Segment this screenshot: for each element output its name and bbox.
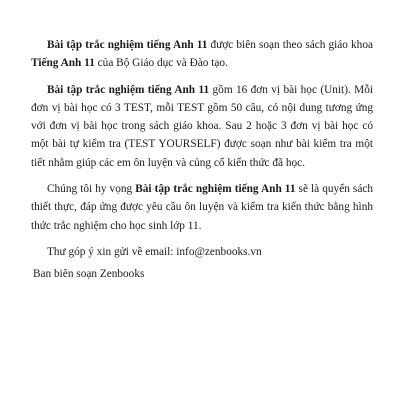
paragraph-structure [31, 81, 373, 172]
book-title: Bài tập trắc nghiệm tiếng Anh 11 [47, 39, 208, 51]
book-title: Bài tập trắc nghiệm tiếng Anh 11 [135, 183, 296, 196]
signature: Ban biên soạn Zenbooks [33, 268, 145, 280]
text-run: Chúng tôi hy vọng [47, 183, 136, 196]
text-run: của Bộ Giáo dục và Đào tạo. [94, 57, 228, 70]
text-run: gồm 16 đơn vị bài học (Unit). Mỗi đơn vị bài học có 3 TEST, mỗi TEST gồm 50 câu, có nội dung tương ứng với đơn vị bài học trong sách giáo khoa. Sau 2 hoặc 3 đơn vị bài học có một bài tự kiểm tra (TEST YOURSELF) được soạn như bài kiểm tra một tiết nhằm giúp các em ôn luyện và củng cố kiến thức đã học. [31, 83, 373, 169]
preface-body [31, 36, 373, 269]
paragraph-hope [31, 180, 373, 235]
book-title: Bài tập trắc nghiệm tiếng Anh 11 [47, 83, 210, 96]
contact-email-text: Thư góp ý xin gửi về email: info@zenbooks.vn [47, 245, 262, 258]
paragraph-contact [31, 243, 373, 261]
text-run: sẽ là quyển sách thiết thực, đáp ứng được yêu cầu ôn luyện và kiểm tra kiến thức bằng hình thức trắc nghiệm cho học sinh lớp 11. [31, 183, 373, 232]
text-run: được biên soạn theo sách giáo khoa [207, 39, 373, 51]
textbook-title: Tiếng Anh 11 [31, 57, 95, 70]
paragraph-intro [31, 36, 373, 73]
